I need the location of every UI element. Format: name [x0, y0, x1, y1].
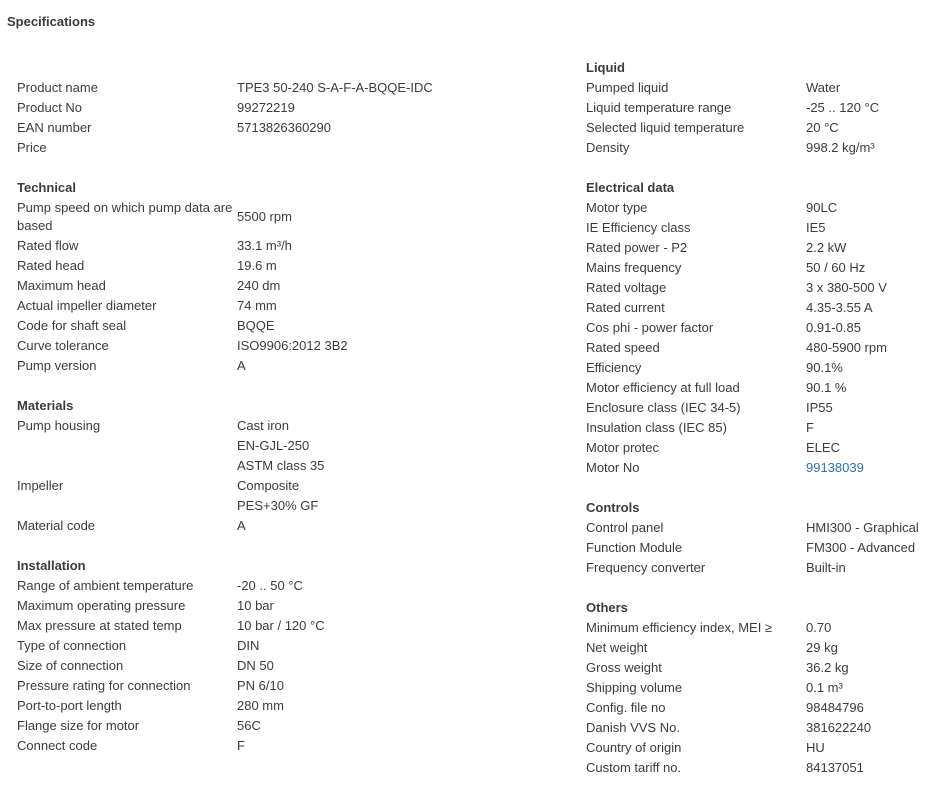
spec-value: A	[237, 518, 246, 533]
spec-value: 0.70	[806, 620, 832, 635]
spec-label: Selected liquid temperature	[586, 120, 745, 135]
spec-label: Material code	[17, 518, 96, 533]
spec-row	[586, 258, 931, 278]
spec-label: Type of connection	[17, 638, 127, 653]
spec-row	[586, 298, 931, 318]
spec-row	[586, 98, 931, 118]
spec-value: 90LC	[806, 200, 838, 215]
section-heading: Controls	[586, 500, 640, 515]
spec-label: Actual impeller diameter	[17, 298, 157, 313]
spec-value: 74 mm	[237, 298, 277, 313]
spec-row	[17, 316, 467, 336]
spec-row	[17, 716, 467, 736]
spec-row	[586, 358, 931, 378]
spec-row	[17, 496, 467, 516]
spec-label: Net weight	[586, 640, 648, 655]
spec-label: Pump speed on which pump data are based	[17, 200, 233, 233]
spec-row	[586, 538, 931, 558]
spec-row	[17, 576, 467, 596]
spec-row	[586, 318, 931, 338]
spec-value: 10 bar	[237, 598, 274, 613]
spec-value: 480-5900 rpm	[806, 340, 887, 355]
spec-value: Water	[806, 80, 841, 95]
section-materials	[17, 396, 467, 536]
spec-label: Pump housing	[17, 418, 101, 433]
spec-value: 36.2 kg	[806, 660, 849, 675]
spec-label: Efficiency	[586, 360, 642, 375]
spec-value: 0.91-0.85	[806, 320, 861, 335]
spec-value: 240 dm	[237, 278, 281, 293]
spec-label: Size of connection	[17, 658, 124, 673]
spec-label: Rated flow	[17, 238, 79, 253]
spec-label: Liquid temperature range	[586, 100, 732, 115]
spec-value: DN 50	[237, 658, 274, 673]
spec-label: Rated voltage	[586, 280, 667, 295]
spec-label: Gross weight	[586, 660, 662, 675]
spec-label: Price	[17, 140, 47, 155]
spec-label: Motor type	[586, 200, 648, 215]
spec-value-link[interactable]: 99138039	[806, 460, 864, 475]
spec-row	[586, 138, 931, 158]
spec-label: Danish VVS No.	[586, 720, 680, 735]
spec-row	[17, 98, 467, 118]
spec-row	[17, 656, 467, 676]
spec-label: Function Module	[586, 540, 683, 555]
spec-row	[586, 738, 931, 758]
spec-row	[586, 618, 931, 638]
section-liquid	[586, 58, 931, 158]
spec-value: Built-in	[806, 560, 846, 575]
spec-value: F	[237, 738, 245, 753]
spec-label: Rated head	[17, 258, 85, 273]
spec-value: ASTM class 35	[237, 458, 325, 473]
spec-label: Product No	[17, 100, 83, 115]
spec-value: 280 mm	[237, 698, 284, 713]
spec-row	[17, 198, 467, 236]
section-others	[586, 598, 931, 778]
spec-label: Rated speed	[586, 340, 660, 355]
spec-value: EN-GJL-250	[237, 438, 310, 453]
spec-row	[586, 698, 931, 718]
spec-row	[586, 518, 931, 538]
spec-value: 10 bar / 120 °C	[237, 618, 325, 633]
section-heading: Liquid	[586, 60, 625, 75]
section-heading: Electrical data	[586, 180, 675, 195]
spec-value: FM300 - Advanced	[806, 540, 916, 555]
spec-row	[17, 516, 467, 536]
section-controls	[586, 498, 931, 578]
spec-row	[586, 458, 931, 478]
spec-row	[17, 256, 467, 276]
spec-value: 50 / 60 Hz	[806, 260, 866, 275]
spec-label: Mains frequency	[586, 260, 682, 275]
spec-value: 98484796	[806, 700, 864, 715]
spec-row	[17, 676, 467, 696]
spec-row	[586, 678, 931, 698]
spec-value: ISO9906:2012 3B2	[237, 338, 348, 353]
spec-value: A	[237, 358, 246, 373]
spec-row	[586, 338, 931, 358]
spec-value: 19.6 m	[237, 258, 277, 273]
spec-value: 2.2 kW	[806, 240, 847, 255]
section-heading: Materials	[17, 398, 74, 413]
spec-row	[586, 718, 931, 738]
spec-label: Max pressure at stated temp	[17, 618, 182, 633]
spec-value: 20 °C	[806, 120, 839, 135]
spec-label: Cos phi - power factor	[586, 320, 714, 335]
spec-row	[586, 438, 931, 458]
spec-label: Frequency converter	[586, 560, 706, 575]
spec-label: Pump version	[17, 358, 97, 373]
spec-row	[17, 236, 467, 256]
spec-row	[17, 616, 467, 636]
spec-row	[17, 296, 467, 316]
section-heading	[17, 58, 467, 78]
spec-label: Port-to-port length	[17, 698, 122, 713]
spec-value: 56C	[237, 718, 261, 733]
spec-row	[586, 758, 931, 778]
spec-value: HU	[806, 740, 825, 755]
spec-value: PES+30% GF	[237, 498, 319, 513]
spec-row	[17, 276, 467, 296]
spec-row	[17, 118, 467, 138]
spec-label: Insulation class (IEC 85)	[586, 420, 727, 435]
spec-value: -25 .. 120 °C	[806, 100, 880, 115]
spec-row	[586, 658, 931, 678]
spec-row	[17, 596, 467, 616]
spec-value: 5500 rpm	[237, 209, 292, 224]
spec-label: EAN number	[17, 120, 92, 135]
spec-label: Flange size for motor	[17, 718, 140, 733]
spec-label: Density	[586, 140, 630, 155]
spec-row	[586, 378, 931, 398]
spec-value: -20 .. 50 °C	[237, 578, 303, 593]
spec-label: Motor protec	[586, 440, 659, 455]
spec-row	[586, 78, 931, 98]
spec-value: 4.35-3.55 A	[806, 300, 873, 315]
spec-value: TPE3 50-240 S-A-F-A-BQQE-IDC	[237, 80, 433, 95]
spec-label: Range of ambient temperature	[17, 578, 194, 593]
spec-label: Control panel	[586, 520, 664, 535]
spec-row	[586, 418, 931, 438]
spec-label: Minimum efficiency index, MEI ≥	[586, 620, 773, 635]
spec-row	[17, 416, 467, 436]
spec-label: Code for shaft seal	[17, 318, 127, 333]
section-heading: Others	[586, 600, 628, 615]
spec-value: 381622240	[806, 720, 872, 735]
spec-label: Rated power - P2	[586, 240, 688, 255]
spec-row	[17, 696, 467, 716]
spec-value: 90.1 %	[806, 380, 847, 395]
section-electrical-data	[586, 178, 931, 478]
spec-row	[586, 638, 931, 658]
spec-label: Motor No	[586, 460, 640, 475]
spec-label: Shipping volume	[586, 680, 683, 695]
spec-row	[586, 218, 931, 238]
spec-value: F	[806, 420, 814, 435]
spec-label: IE Efficiency class	[586, 220, 691, 235]
spec-value: IP55	[806, 400, 833, 415]
right-column	[586, 58, 931, 798]
spec-label: Enclosure class (IEC 34-5)	[586, 400, 741, 415]
section-installation	[17, 556, 467, 756]
spec-row	[17, 356, 467, 376]
section-technical	[17, 178, 467, 376]
spec-value: ELEC	[806, 440, 840, 455]
section-heading: Installation	[17, 558, 86, 573]
spec-label: Impeller	[17, 478, 64, 493]
page-title: Specifications	[7, 14, 96, 29]
spec-value: 29 kg	[806, 640, 838, 655]
spec-row	[17, 336, 467, 356]
spec-label: Country of origin	[586, 740, 682, 755]
spec-label: Maximum head	[17, 278, 106, 293]
spec-label: Pumped liquid	[586, 80, 669, 95]
spec-row	[17, 138, 467, 158]
spec-value: 0.1 m³	[806, 680, 843, 695]
spec-value: 90.1%	[806, 360, 843, 375]
spec-label: Motor efficiency at full load	[586, 380, 740, 395]
spec-value: HMI300 - Graphical	[806, 520, 919, 535]
spec-row	[586, 558, 931, 578]
spec-value: 33.1 m³/h	[237, 238, 292, 253]
spec-value: 84137051	[806, 760, 864, 775]
spec-row	[17, 78, 467, 98]
spec-label: Custom tariff no.	[586, 760, 682, 775]
spec-row	[17, 456, 467, 476]
spec-value: IE5	[806, 220, 826, 235]
spec-value: BQQE	[237, 318, 275, 333]
spec-label: Config. file no	[586, 700, 666, 715]
spec-label: Curve tolerance	[17, 338, 109, 353]
spec-row	[586, 278, 931, 298]
section-heading: Technical	[17, 180, 77, 195]
spec-value: PN 6/10	[237, 678, 284, 693]
spec-value: 998.2 kg/m³	[806, 140, 875, 155]
left-column	[17, 58, 467, 776]
spec-value: 5713826360290	[237, 120, 331, 135]
spec-value: 99272219	[237, 100, 295, 115]
spec-value: 3 x 380-500 V	[806, 280, 887, 295]
spec-label: Connect code	[17, 738, 98, 753]
spec-row	[586, 198, 931, 218]
spec-row	[586, 238, 931, 258]
spec-label: Maximum operating pressure	[17, 598, 186, 613]
spec-row	[17, 636, 467, 656]
spec-row	[586, 118, 931, 138]
spec-label: Product name	[17, 80, 98, 95]
spec-value: Cast iron	[237, 418, 290, 433]
spec-row	[586, 398, 931, 418]
spec-row	[17, 476, 467, 496]
spec-value: Composite	[237, 478, 300, 493]
spec-value: DIN	[237, 638, 260, 653]
spec-row	[17, 736, 467, 756]
spec-label: Rated current	[586, 300, 665, 315]
spec-label: Pressure rating for connection	[17, 678, 191, 693]
section-product	[17, 58, 467, 158]
spec-row	[17, 436, 467, 456]
